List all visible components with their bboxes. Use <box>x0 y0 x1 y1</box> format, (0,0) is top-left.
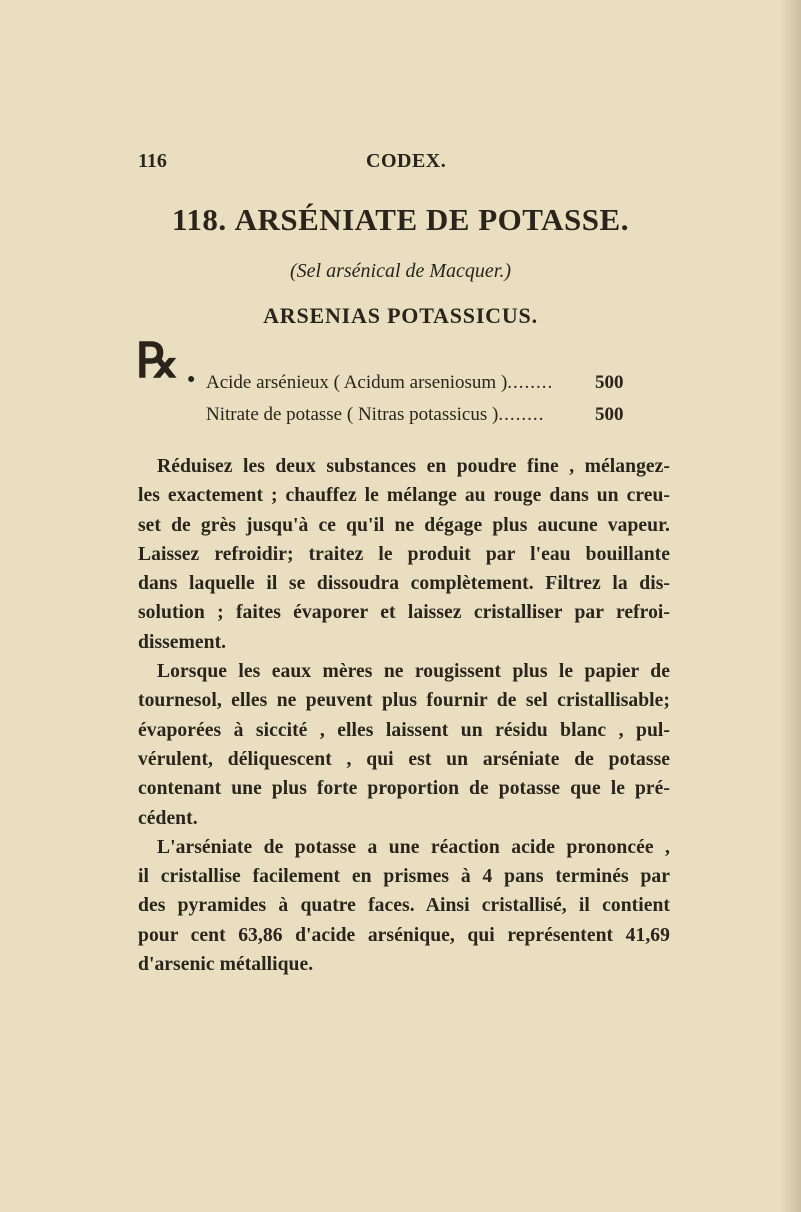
section-title-text: ARSÉNIATE DE POTASSE. <box>234 202 629 237</box>
text-line: L'arséniate de potasse a une réaction acide prononcée , <box>157 836 670 858</box>
text-line: pour cent 63,86 d'acide arsénique, qui représentent 41,69 <box>138 924 670 946</box>
section-title <box>0 202 801 238</box>
page-header <box>138 150 698 172</box>
section-number: 118. <box>172 202 227 237</box>
text-line: évaporées à siccité , elles laissent un résidu blanc , pul- <box>138 719 670 741</box>
text-line: dissement. <box>138 631 227 653</box>
ingredient-quantity: 500 <box>595 404 624 425</box>
text-line: les exactement ; chauffez le mélange au rouge dans un creu- <box>138 485 670 507</box>
text-line: contenant une plus forte proportion de potasse que le pré- <box>138 778 670 800</box>
text-line: Laissez refroidir; traitez le produit par l'eau bouillante <box>138 543 670 565</box>
text-line: d'arsenic métallique. <box>138 954 314 976</box>
text-line: cédent. <box>138 807 198 829</box>
ingredient-name: Nitrate de potasse ( Nitras potassicus ) <box>206 404 499 425</box>
page-edge-shadow <box>779 0 801 1212</box>
ingredient-row <box>206 372 632 394</box>
subtitle-text: (Sel arsénical de Macquer.) <box>289 260 512 282</box>
ingredient-row <box>206 404 632 426</box>
page-number: 116 <box>138 150 167 172</box>
text-line: set de grès jusqu'à ce qu'il ne dégage plus aucune vapeur. <box>138 514 670 536</box>
body-text <box>138 452 670 979</box>
text-line: solution ; faites évaporer et laissez cristalliser par refroi- <box>138 602 670 624</box>
ingredient-name: Acide arsénieux ( Acidum arseniosum ) <box>206 372 508 393</box>
text-line: Réduisez les deux substances en poudre fine , mélangez- <box>157 456 670 477</box>
recipe-bullet: ● <box>187 372 196 387</box>
recipe-symbol: ℞ <box>136 335 180 388</box>
paragraph <box>138 657 670 833</box>
text-line: des pyramides à quatre faces. Ainsi cristallisé, il contient <box>138 895 670 917</box>
ingredient-leader-dots: ........ <box>498 404 545 425</box>
text-line: Lorsque les eaux mères ne rougissent plus le papier de <box>157 661 670 683</box>
text-line: dans laquelle il se dissoudra complètement. Filtrez la dis- <box>138 573 670 595</box>
paragraph <box>138 452 670 657</box>
text-line: vérulent, déliquescent , qui est un arséniate de potasse <box>138 748 670 770</box>
ingredient-leader-dots: ........ <box>507 372 554 393</box>
text-line: tournesol, elles ne peuvent plus fournir de sel cristallisable; <box>138 690 670 712</box>
text-line: il cristallise facilement en prismes à 4 pans terminés par <box>138 866 670 888</box>
latin-name: ARSENIAS POTASSICUS. <box>263 303 538 328</box>
ingredient-quantity: 500 <box>595 372 624 393</box>
paragraph <box>138 833 670 979</box>
section-subtitle <box>0 260 801 283</box>
running-title: CODEX. <box>366 150 447 172</box>
